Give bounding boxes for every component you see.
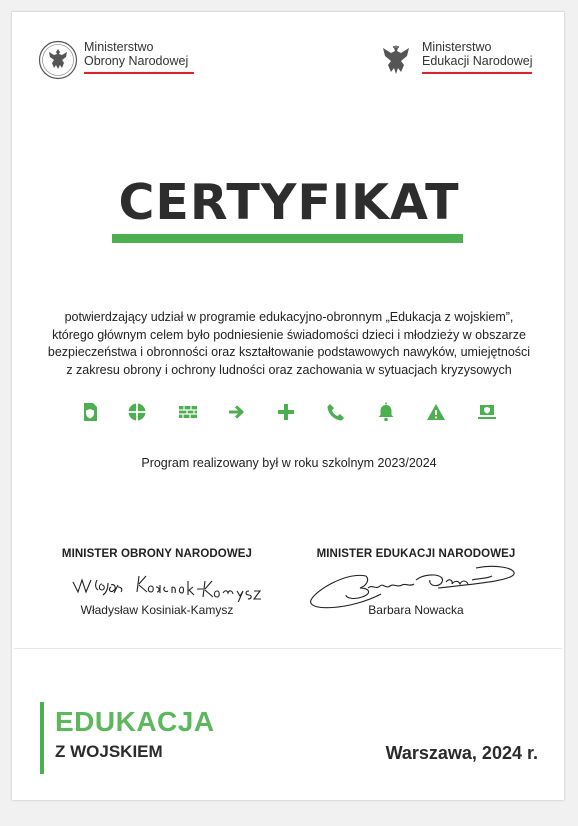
program-year-text: Program realizowany był w roku szkolnym 2023/2024 <box>141 456 437 470</box>
certificate-body <box>40 309 538 379</box>
men-logo <box>376 40 532 80</box>
phone-icon <box>326 402 346 422</box>
signature-block-mon <box>37 548 277 617</box>
polish-eagle-emblem-icon <box>38 40 78 80</box>
brand-accent-bar <box>40 702 44 774</box>
signature-block-men <box>296 548 536 617</box>
brand-line-1: EDUKACJA <box>55 706 215 737</box>
body-line: potwierdzający udział w programie edukacyjno-obronnym „Edukacja z wojskiem”, <box>64 310 514 324</box>
arrow-right-icon <box>227 402 247 422</box>
document-shield-icon <box>80 402 100 422</box>
alarm-bell-icon <box>376 402 396 422</box>
signature-title: MINISTER OBRONY NARODOWEJ <box>61 548 253 560</box>
mon-line2: Obrony Narodowej <box>84 54 189 68</box>
globe-icon <box>127 402 147 422</box>
men-logo-text <box>422 40 532 74</box>
mon-logo-text <box>84 40 194 74</box>
icon-row <box>78 402 498 424</box>
mon-logo <box>38 40 194 80</box>
plus-icon <box>276 402 296 422</box>
flag-stripe <box>422 71 532 74</box>
signature-name: Barbara Nowacka <box>368 603 464 617</box>
men-line2: Edukacji Narodowej <box>422 54 533 68</box>
flag-stripe <box>84 71 194 74</box>
signature-name: Władysław Kosiniak-Kamysz <box>80 603 234 617</box>
signature-title: MINISTER EDUKACJI NARODOWEJ <box>316 548 516 560</box>
body-line: którego głównym celem było podniesienie świadomości dzieci i młodzieży w obszarze <box>52 327 526 342</box>
title-underline <box>112 234 463 243</box>
place-date: Warszawa, 2024 r. <box>385 743 538 763</box>
brand-line-2: Z WOJSKIEM <box>55 742 163 761</box>
warning-icon <box>426 402 446 422</box>
men-line1: Ministerstwo <box>422 40 492 54</box>
certificate-title: CERTYFIKAT <box>118 174 460 231</box>
body-line: bezpieczeństwa i obronności oraz kształtowanie podstawowych nawyków, umiejętności <box>47 345 531 359</box>
polish-eagle-icon <box>376 40 416 80</box>
handwritten-signature-kosiniak-kamysz <box>37 562 277 602</box>
body-line: z zakresu obrony i ochrony ludności oraz zachowania w sytuacjach kryzysowych <box>66 362 512 377</box>
bricks-icon <box>178 402 198 422</box>
mon-line1: Ministerstwo <box>84 40 154 54</box>
laptop-shield-icon <box>477 402 497 422</box>
